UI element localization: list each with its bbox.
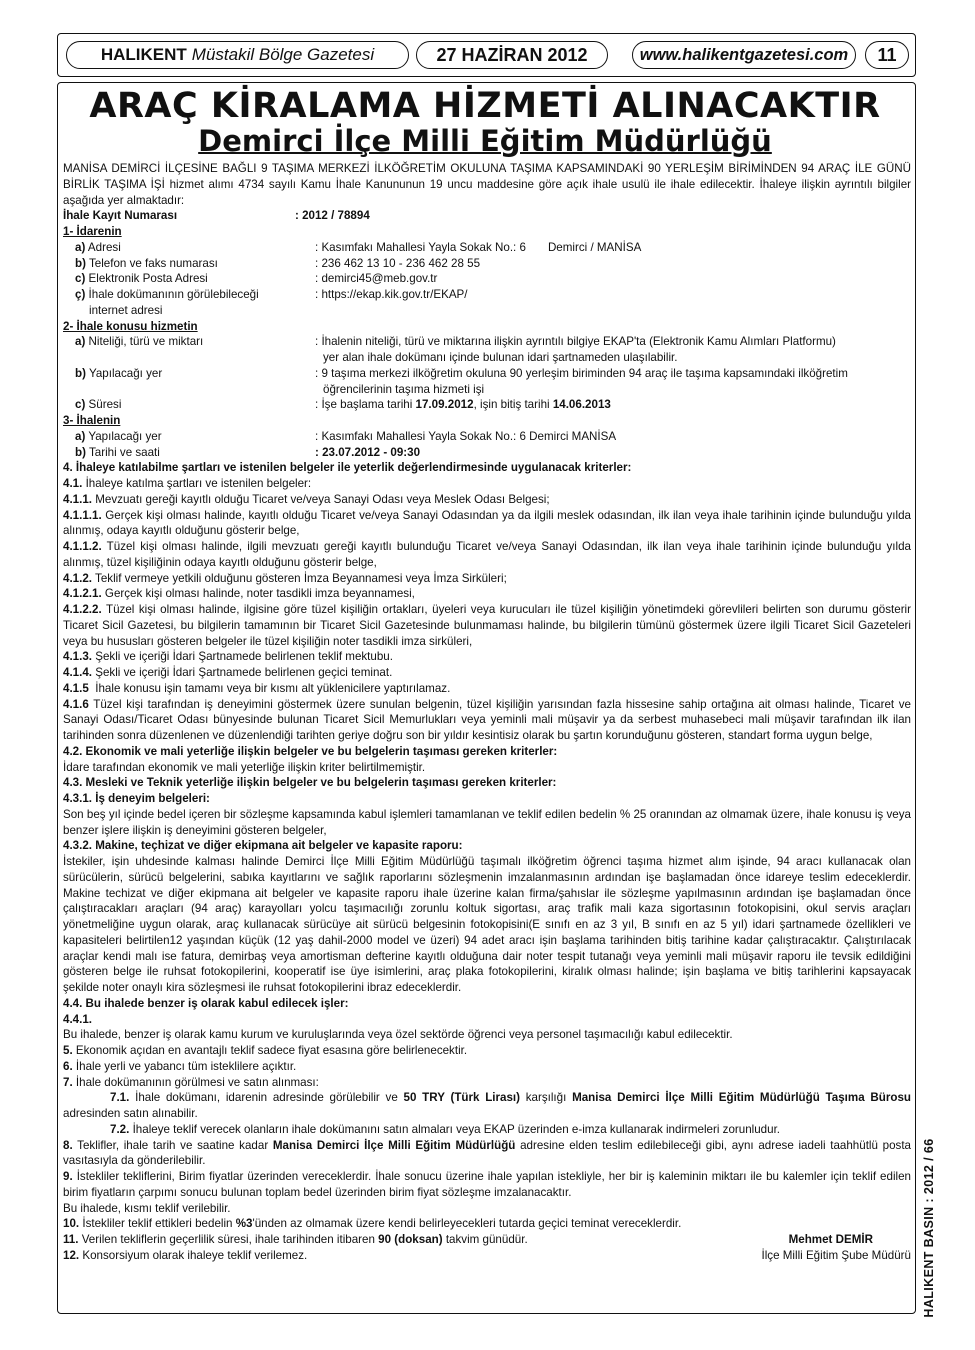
s2-a-label: Niteliği, türü ve miktarı [88, 335, 204, 349]
item-4-1-1-2-text: Tüzel kişi olması halinde, ilgili mevzuatı gereği kayıtlı bulunduğu Ticaret ve/veya Sanayi Odasından, ilk ilan veya ihale tarihinin içinde bulunduğu yılda alınmış, tüzel kişiliğinin odaya kayıtlı olduğunu gösterir belge, [63, 540, 911, 569]
item-4-1-4-text: Şekli ve içeriği İdari Şartnamede belirlenen geçici teminat. [95, 666, 393, 679]
item-9-no: 9. [63, 1170, 73, 1183]
s3-a-label: Yapılacağı yer [88, 429, 162, 443]
item-4-1-6 [63, 697, 911, 744]
item-9-b: Bu ihalede, kısmı teklif verilebilir. [63, 1201, 231, 1215]
item-4-1-1-text: Mevzuatı gereği kayıtlı olduğu Ticaret ve/veya Sanayi Odası veya Meslek Odası Belgesi; [95, 492, 550, 506]
item-4-4-1-heading: 4.4.1. [63, 1012, 93, 1026]
item-4-1-2-1-no: 4.1.2.1. [63, 587, 102, 601]
s1-b-value: : 236 462 13 10 - 236 462 28 55 [315, 256, 481, 270]
s2-b-value: : 9 taşıma merkezi ilköğretim okuluna 90 yerleşim biriminden 94 araç ile taşıma kapsamındaki ilköğretim [315, 366, 848, 380]
item-7-2-no: 7.2. [110, 1122, 130, 1136]
signature-name: Mehmet DEMİR [788, 1233, 873, 1246]
item-7-1-no: 7.1. [110, 1091, 130, 1105]
s2-c-row [63, 397, 911, 413]
item-10-no: 10. [63, 1217, 80, 1231]
paper-name: HALIKENT [100, 45, 187, 64]
item-4-1-4 [63, 665, 911, 681]
section-2-heading: 2- İhale konusu hizmetin [63, 319, 198, 333]
item-7-1-text-c: adresinden satın alınabilir. [63, 1107, 198, 1120]
subheadline: Demirci İlçe Milli Eğitim Müdürlüğü [198, 124, 772, 158]
item-4-1-1 [63, 492, 911, 508]
section-4-heading: 4. İhaleye katılabilme şartları ve istenilen belgeler ile yeterlik değerlendirmesinde uygulanacak kriterler: [63, 461, 632, 475]
s2-a-value2: yer alan ihale dokümanı içinde bulunan idari şartnameden ulaşılabilir. [323, 351, 678, 364]
item-7-1-text-a: İhale dokümanı, idarenin adresinde görülebilir ve [135, 1091, 404, 1105]
kayit-value: : 2012 / 78894 [295, 209, 370, 223]
item-4-3-2-heading: 4.3.2. Makine, teçhizat ve diğer ekipmana ait belgeler ve kapasite raporu: [63, 839, 463, 853]
item-11-days: 90 (doksan) [378, 1233, 443, 1246]
item-9 [63, 1169, 911, 1201]
item-4-1-2-2 [63, 602, 911, 649]
s1-d-row [63, 287, 911, 319]
paper-name-pill [66, 41, 409, 69]
s3-b-key: b) [75, 445, 86, 459]
s1-b-key: b) [75, 256, 86, 270]
item-10-text-a: İstekliler teklif ettikleri bedelin [82, 1217, 236, 1231]
item-4-2-heading: 4.2. Ekonomik ve mali yeterliğe ilişkin belgeler ve bu belgelerin taşıması gereken kriterler: [63, 744, 558, 758]
item-4-1-1-2 [63, 539, 911, 571]
issue-date: 27 HAZİRAN 2012 [416, 41, 608, 69]
s3-b-value: : 23.07.2012 - 09:30 [315, 445, 421, 459]
headline: ARAÇ KİRALAMA HİZMETİ ALINACAKTIR [89, 86, 881, 126]
item-10-pct: %3 [235, 1217, 253, 1231]
item-7-2 [63, 1122, 911, 1138]
s2-a-row [63, 334, 911, 366]
item-4-1-2-2-text: Tüzel kişi olması halinde, ilgisine göre tüzel kişiliğin ortakları, üyeleri veya kurucuları ile tüzel kişiliğin yönetimdeki görevlileri belirten son durumu gösterir Ticaret Sicil Gazetesi, bu bilgilerin tamamının bir Ticaret Sicil Gazetesinde bulunmaması halinde, bu bilgilerin tümünü göstermek üzere ilgili Ticaret Sicil Gazeteleri veya bu hususları gösteren belgeler ile tüzel kişiliğin noter tasdikli imza sirküleri, [63, 603, 911, 648]
s1-a-key: a) [75, 240, 86, 254]
s3-a-row [63, 429, 911, 445]
item-7-1-price: 50 TRY (Türk Lirası) [403, 1091, 520, 1105]
s2-c-end: 14.06.2013 [552, 398, 611, 412]
item-4-1-text: İhaleye katılma şartları ve istenilen belgeler: [85, 477, 312, 490]
item-8-text-a: Teklifler, ihale tarih ve saatine kadar [77, 1138, 273, 1152]
s2-b-row [63, 366, 911, 398]
s1-c-label: Elektronik Posta Adresi [88, 272, 208, 286]
s3-a-key: a) [75, 429, 86, 443]
item-4-3-heading: 4.3. Mesleki ve Teknik yeterliğe ilişkin belgeler ve bu belgelerin taşıması gereken kriterler: [63, 776, 557, 790]
item-4-2-text: İdare tarafından ekonomik ve mali yeterliğe ilişkin kriter belirtilmemiştir. [63, 760, 426, 774]
item-7-1-place: Manisa Demirci İlçe Milli Eğitim Müdürlüğü Taşıma Bürosu [572, 1091, 911, 1105]
s2-b-label: Yapılacağı yer [88, 366, 163, 380]
item-4-3-1-text: Son beş yıl içinde bedel içeren bir sözleşme kapsamında kabul işlemleri tamamlanan ve teklif edilen bedelin % 25 oranından az olmamak üzere, ihale konusu iş veya benzer işlere ilişkin iş deneyimini gösteren belgeler, [63, 807, 911, 837]
s2-a-value: : İhalenin niteliği, türü ve miktarına ilişkin ayrıntılı bilgiye EKAP'ta (Elektronik Kamu Alımları Platformu) [315, 335, 836, 349]
item-7 [63, 1075, 911, 1091]
s1-a-value: : Kasımfakı Mahallesi Yayla Sokak No.: 6 [315, 240, 526, 254]
item-11-no: 11. [63, 1233, 79, 1246]
signature-row-1 [63, 1232, 911, 1248]
s3-b-row [63, 445, 911, 461]
item-4-1-3-no: 4.1.3. [63, 650, 93, 664]
item-5-text: Ekonomik açıdan en avantajlı teklif sadece fiyat esasına göre belirlenecektir. [75, 1044, 468, 1057]
item-4-1 [63, 476, 911, 492]
s2-c-value-pre: : İşe başlama tarihi [315, 398, 416, 412]
s1-d-key: ç) [75, 288, 86, 301]
item-4-1-1-no: 4.1.1. [63, 492, 93, 506]
signature-row-2 [63, 1248, 911, 1264]
item-4-1-1-2-no: 4.1.1.2. [63, 540, 102, 553]
s1-d-value[interactable]: : https://ekap.kik.gov.tr/EKAP/ [315, 288, 468, 301]
s2-b-value2: öğrencilerinin taşıma hizmeti işi [323, 382, 485, 396]
item-4-1-6-text: Tüzel kişi tarafından iş deneyimini göstermek üzere sunulan belgenin, tüzel kişiliğin yarısından fazla hissesine sahip ortağına ait olması halinde, Ticaret ve Sanayi Odası/Ticaret Odası bünyesinde bulunan Ticaret Sicil Memurlukları veya yeminli mali müşavir ya da serbest muhasebeci mali müşavir tarafından ilk ilan tarihinden sonra düzenlenen ve düzenlendiği tarihten geriye doğru son bir yıldır kesintisiz olarak bu şartın korunduğunu gösteren, standart forma uygun belge, [63, 697, 911, 742]
s1-c-value[interactable]: : demirci45@meb.gov.tr [315, 272, 438, 286]
s2-c-value-mid: , işin bitiş tarihi [473, 398, 553, 412]
announcement-body [63, 161, 911, 1264]
item-4-1-5-text: İhale konusu işin tamamı veya bir kısmı alt yüklenicilere yaptırılamaz. [95, 681, 451, 695]
kayit-row [63, 208, 911, 224]
item-4-1-5 [63, 681, 911, 697]
s3-a-value: : Kasımfakı Mahallesi Yayla Sokak No.: 6 Demirci MANİSA [315, 429, 617, 443]
item-8-no: 8. [63, 1138, 73, 1152]
item-4-1-1-1-text: Gerçek kişi olması halinde, kayıtlı olduğu Ticaret ve/veya Sanayi Odasından ya da ilgili meslek odasından, ilk ilan veya ihale tarihinin içinde bulunduğu yılda alınmış, odaya kayıtlı olduğunu gösterir belge, [63, 508, 911, 538]
item-11-text-a: Verilen tekliflerin geçerlilik süresi, ihale tarihinden itibaren [81, 1233, 379, 1246]
item-4-1-4-no: 4.1.4. [63, 666, 93, 679]
page-number: 11 [865, 41, 909, 69]
item-4-1-5-no: 4.1.5 [63, 681, 89, 695]
s1-c-row [63, 271, 911, 287]
side-credit-text: HALIKENT BASIN : 2012 / 66 [922, 1137, 936, 1318]
item-4-4-1-text: Bu ihalede, benzer iş olarak kamu kurum ve kuruluşlarında veya özel sektörde öğrenci veya personel taşımacılığı kabul edilecektir. [63, 1028, 733, 1042]
section-1-heading: 1- İdarenin [63, 225, 122, 238]
s2-c-key: c) [75, 398, 86, 412]
intro-paragraph: MANİSA DEMİRCİ İLÇESİNE BAĞLI 9 TAŞIMA MERKEZİ İLKÖĞRETİM OKULUNA TAŞIMA KAPSAMINDAKİ 90 YERLEŞİM BİRİMİNDEN 94 ARAÇ İLE GÜNÜ BİRLİK TAŞIMA İŞİ hizmet alımı 4734 sayılı Kamu İhale Kanununun 19 uncu maddesine göre açık ihale usulü ile ihale edilecektir. İhaleye ilişkin ayrıntılı bilgiler aşağıda yer almaktadır: [63, 162, 911, 207]
item-11-text-b: takvim günüdür. [442, 1233, 528, 1246]
item-7-text: İhale dokümanının görülmesi ve satın alınması: [75, 1075, 319, 1089]
item-4-3-1-heading: 4.3.1. İş deneyim belgeleri: [63, 792, 210, 805]
item-6-no: 6. [63, 1059, 73, 1073]
item-4-1-1-1-no: 4.1.1.1. [63, 508, 102, 522]
item-7-2-text: İhaleye teklif verecek olanların ihale dokümanını satın almaları veya EKAP üzerinden e-imza kullanarak indirmeleri zorunludur. [132, 1122, 781, 1136]
item-12-no: 12. [63, 1248, 80, 1262]
item-5-no: 5. [63, 1044, 73, 1057]
s2-a-key: a) [75, 335, 86, 349]
s3-b-label: Tarihi ve saati [88, 445, 160, 459]
s2-c-label: Süresi [88, 398, 122, 412]
kayit-label: İhale Kayıt Numarası [63, 209, 178, 223]
item-4-1-2-no: 4.1.2. [63, 571, 93, 585]
paper-subtitle: Müstakil Bölge Gazetesi [191, 45, 375, 64]
item-7-1-text-b: karşılığı [519, 1091, 573, 1105]
s1-c-key: c) [75, 272, 86, 286]
item-8-text-b: adresine elden teslim edilebileceği gibi, aynı adrese iadeli taahhütlü posta vasıtasıyla da gönderilebilir. [63, 1138, 911, 1168]
s1-b-label: Telefon ve faks numarası [88, 256, 218, 270]
item-6 [63, 1059, 911, 1075]
item-7-no: 7. [63, 1075, 73, 1089]
item-4-1-6-no: 4.1.6 [63, 697, 89, 711]
item-8-place: Manisa Demirci İlçe Milli Eğitim Müdürlüğü [272, 1138, 516, 1152]
s1-b-row [63, 256, 911, 272]
s1-d-label: İhale dokümanının görülebileceği [88, 288, 259, 301]
side-credit [916, 1135, 942, 1320]
item-6-text: İhale yerli ve yabancı tüm isteklilere açıktır. [75, 1059, 297, 1073]
item-8 [63, 1138, 911, 1170]
item-4-1-no: 4.1. [63, 477, 83, 490]
item-4-1-2-1-text: Gerçek kişi olması halinde, noter tasdikli imza beyannamesi, [104, 587, 415, 601]
item-11 [63, 1232, 528, 1248]
s2-c-start: 17.09.2012 [415, 398, 474, 412]
item-10 [63, 1216, 911, 1232]
s1-a-label: Adresi [87, 240, 121, 254]
section-3-heading: 3- İhalenin [63, 414, 121, 427]
item-4-4-heading: 4.4. Bu ihalede benzer iş olarak kabul edilecek işler: [63, 996, 349, 1010]
item-4-1-2-text: Teklif vermeye yetkili olduğunu gösteren İmza Beyannamesi veya İmza Sirküleri; [95, 571, 507, 585]
item-4-1-3 [63, 649, 911, 665]
s1-a-value2: Demirci / MANİSA [547, 240, 642, 254]
item-5 [63, 1043, 911, 1059]
item-12-text: Konsorsiyum olarak ihaleye teklif verilemez. [82, 1248, 308, 1262]
s1-d-label2: internet adresi [89, 303, 163, 317]
item-4-1-2-1 [63, 586, 911, 602]
s2-b-key: b) [75, 366, 86, 380]
item-10-text-b: 'ünden az olmamak üzere kendi belirleyecekleri tutarda geçici teminat vereceklerdir. [252, 1217, 682, 1231]
item-4-1-1-1 [63, 508, 911, 540]
item-4-3-2-text: İstekiler, işin uhdesinde kalması halinde Demirci İlçe Milli Eğitim Müdürlüğü taşımalı ilköğretim öğrenci taşıma hizmet alım işinde, 94 aracı kullanacak olan sürücülerin, sürücü belgelerini, sabıka kayıtlarını ve sağlık raporlarını sözleşmenin imzalanmasının ardından işe başlamadan önce idareye teslim edeceklerdir. Makine techizat ve diğer ekipmana ait belgeler ve kapasite raporu ihale üzerine kalan firma/şahıslar ile sözleşme yapılmasının ardından işe başlamadan önce çalıştıracakları araçları (94 araç) karayolları yolcu taşımacılığı zorunlu koltuk sigortası, araç trafik mali kaza sigortasının fotokopisini, okul servis araçları yönetmeliğine uygun olarak, araç kullanacak sürücüye ait sürücü belgesinin fotokopisini(E sınıfı en az 3 yıl, B sınıfı en az 5 yıl) idari şartnamede özellikleri ve kapasiteleri belirtilen12 yaşından küçük (12 yaş dahil-2000 model ve üzeri) 94 adet aracı işin başlama tarihinden bitiş tarihine kadar çalıştıracaktır. Çalıştırılacak araçlar kendi malı ise fatura, demirbaş veya amortisman defterine kayıtlı olduğuna dair noter tespit tutanağı veya yeminli mali müşavir raporu ile tevsik edildiğini gösteren belge ile ruhsat fotokopilerini, kooperatif ise üye isimlerini, araç plaka fotokopilerini, kiralık olması halinde; işin başlama ve bitiş tarihlerini kapsayacak şekilde noter onaylı kira sözleşmesi ile ruhsat fotokopilerini ibraz edeceklerdir. [63, 855, 911, 994]
signature-title: İlçe Milli Eğitim Şube Müdürü [761, 1248, 911, 1262]
website-link[interactable]: www.halikentgazetesi.com [632, 41, 856, 69]
item-4-1-3-text: Şekli ve içeriği İdari Şartnamede belirlenen teklif mektubu. [95, 650, 393, 664]
item-9-text: İstekliler tekliflerini, Birim fiyatlar üzerinden vereceklerdir. İhale sonucu üzerine ihale yapılan istekliyle, her bir iş kaleminin miktarı ile bu kalemler için teklif edilen birim fiyatların çarpımı sonucu bulunan toplam bedel üzerinden birim fiyat sözleşme imzalanacaktır. [63, 1170, 911, 1199]
item-7-1 [63, 1090, 911, 1122]
item-4-1-2-2-no: 4.1.2.2. [63, 603, 102, 616]
s1-a-row [63, 240, 911, 256]
item-12 [63, 1248, 307, 1264]
item-4-1-2 [63, 571, 911, 587]
